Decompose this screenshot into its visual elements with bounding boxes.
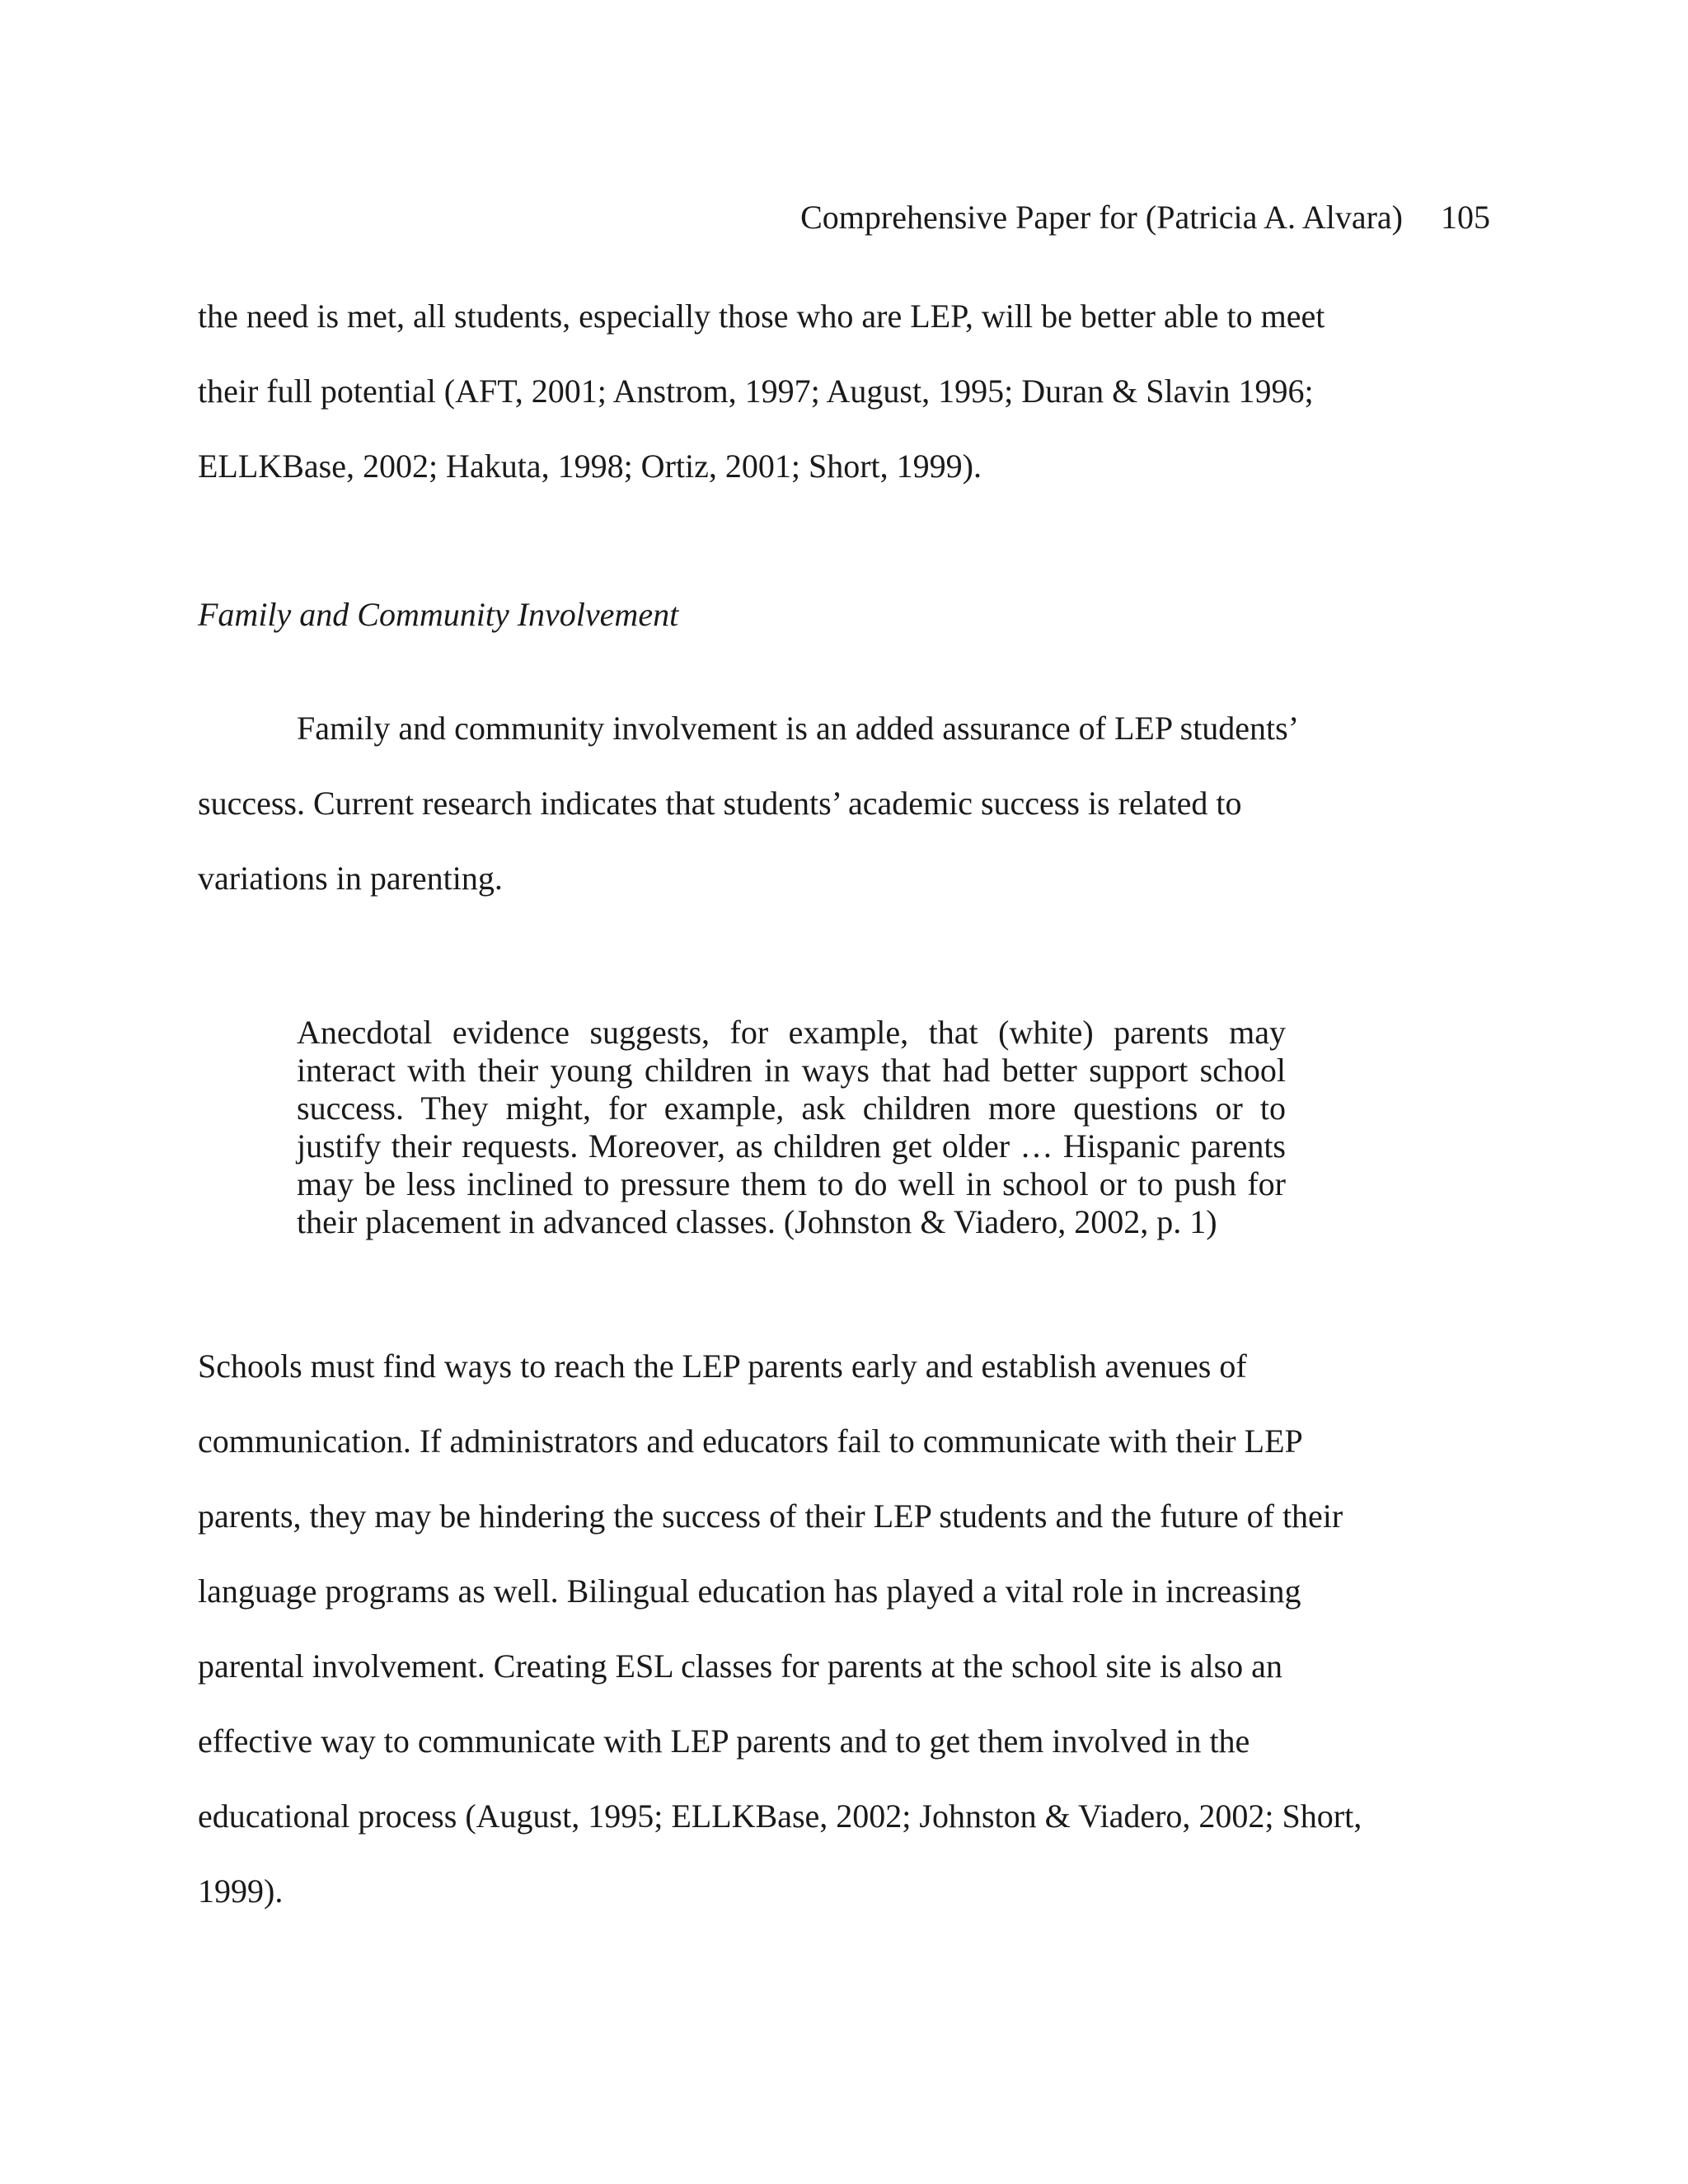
paragraph-1-line: the need is met, all students, especially those who are LEP, will be better able to meet xyxy=(198,298,1325,335)
paragraph-2-line: Family and community involvement is an added assurance of LEP students’ xyxy=(297,710,1300,747)
paragraph-3-line: parental involvement. Creating ESL classes for parents at the school site is also an xyxy=(198,1647,1282,1685)
block-quote-line: interact with their young children in ways that had better support school xyxy=(297,1052,1286,1089)
running-head xyxy=(800,194,1490,241)
block-quote-line: may be less inclined to pressure them to do well in school or to push for xyxy=(297,1165,1286,1202)
paragraph-3-line: language programs as well. Bilingual education has played a vital role in increasing xyxy=(198,1572,1301,1610)
block-quote-line: success. They might, for example, ask children more questions or to xyxy=(297,1090,1286,1127)
block-quote-line: justify their requests. Moreover, as children get older … Hispanic parents xyxy=(297,1127,1286,1165)
page-number: 105 xyxy=(1441,199,1490,236)
paragraph-3-line: 1999). xyxy=(198,1872,284,1910)
paragraph-3-line: Schools must find ways to reach the LEP parents early and establish avenues of xyxy=(198,1347,1247,1385)
paragraph-2-line: success. Current research indicates that students’ academic success is related to xyxy=(198,785,1242,822)
section-heading: Family and Community Involvement xyxy=(198,596,679,633)
paragraph-3-line: effective way to communicate with LEP parents and to get them involved in the xyxy=(198,1722,1250,1760)
block-quote xyxy=(297,1014,1286,1241)
paragraph-3-line: educational process (August, 1995; ELLKBase, 2002; Johnston & Viadero, 2002; Short, xyxy=(198,1797,1362,1835)
paragraph-3-line: communication. If administrators and educators fail to communicate with their LEP xyxy=(198,1422,1303,1460)
paragraph-1-line: ELLKBase, 2002; Hakuta, 1998; Ortiz, 2001; Short, 1999). xyxy=(198,448,982,485)
block-quote-line: their placement in advanced classes. (Johnston & Viadero, 2002, p. 1) xyxy=(297,1203,1217,1240)
paragraph-3-line: parents, they may be hindering the success of their LEP students and the future of their xyxy=(198,1497,1343,1535)
paragraph-2-line: variations in parenting. xyxy=(198,860,503,897)
block-quote-line: Anecdotal evidence suggests, for example, that (white) parents may xyxy=(297,1014,1286,1051)
paragraph-1-line: their full potential (AFT, 2001; Anstrom, 1997; August, 1995; Duran & Slavin 1996; xyxy=(198,373,1314,410)
running-title: Comprehensive Paper for (Patricia A. Alvara) xyxy=(800,199,1403,236)
